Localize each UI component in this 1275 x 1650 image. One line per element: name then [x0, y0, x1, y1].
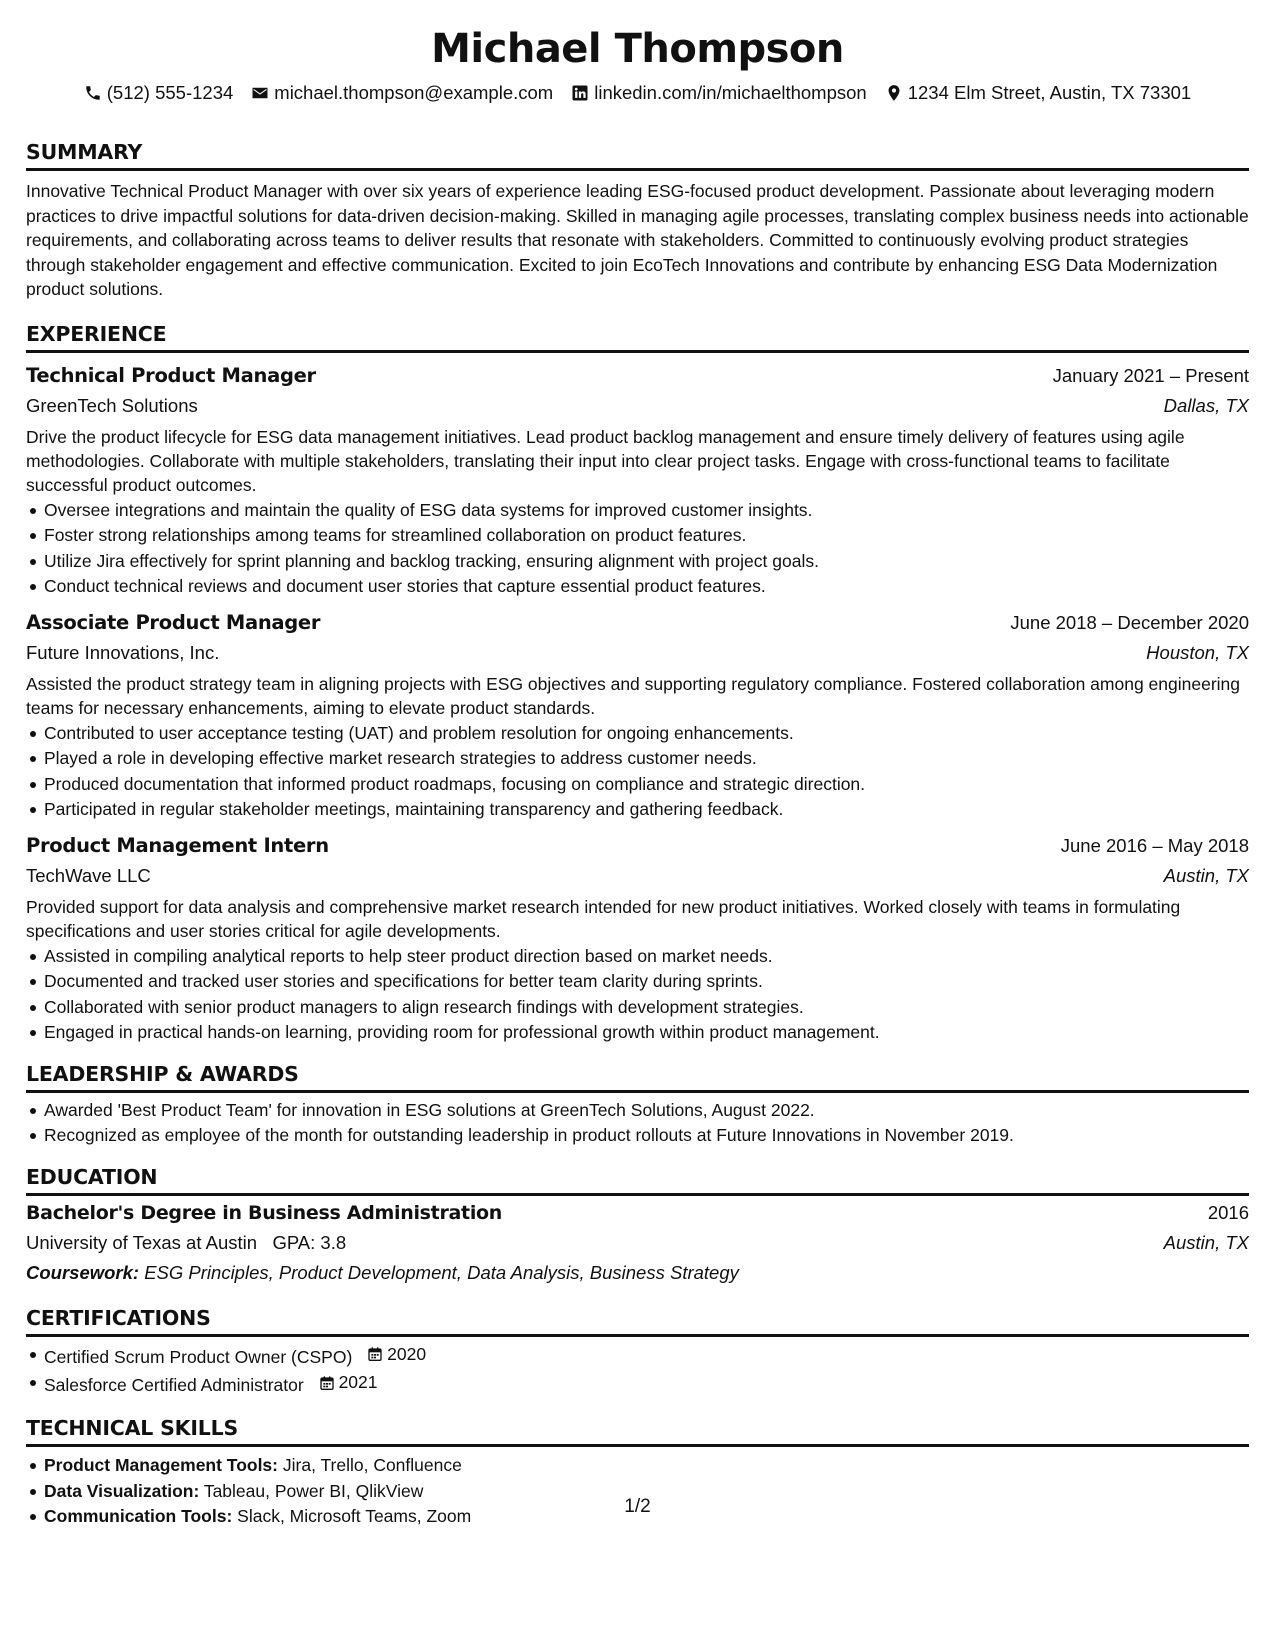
- list-item: Collaborated with senior product managers to align research findings with development strategies.: [26, 995, 1249, 1021]
- section-title: EXPERIENCE: [26, 320, 1249, 353]
- leadership-section: [26, 1060, 1249, 1149]
- job-description: Provided support for data analysis and comprehensive market research intended for new product initiatives. Worked closely with teams in formulating specifications and user stories critical for agile developments.: [26, 896, 1181, 941]
- job-entry: [26, 361, 1249, 600]
- section-title: SUMMARY: [26, 138, 1249, 171]
- experience-section: [26, 320, 1249, 1046]
- phone-text[interactable]: (512) 555-1234: [106, 82, 234, 103]
- job-dates: January 2021 – Present: [1052, 364, 1249, 386]
- section-title: EDUCATION: [26, 1163, 1249, 1196]
- cert-name: Salesforce Certified Administrator: [44, 1374, 304, 1395]
- company-name: TechWave LLC: [26, 864, 151, 886]
- resume-page: [26, 0, 1249, 1650]
- education-section: [26, 1163, 1249, 1288]
- contact-linkedin: [571, 80, 867, 106]
- list-item: Oversee integrations and maintain the quality of ESG data systems for improved customer insights.: [26, 498, 1249, 524]
- certifications-list: [26, 1342, 1249, 1399]
- list-item: Contributed to user acceptance testing (UAT) and problem resolution for ongoing enhancements.: [26, 721, 1249, 747]
- section-title: CERTIFICATIONS: [26, 1304, 1249, 1337]
- job-bullets: [26, 721, 1249, 823]
- job-bullets: [26, 944, 1249, 1046]
- job-bullets: [26, 498, 1249, 600]
- job-dates: June 2018 – December 2020: [1010, 611, 1249, 633]
- coursework: [26, 1258, 1249, 1288]
- school-location: Austin, TX: [1163, 1231, 1249, 1253]
- job-location: Dallas, TX: [1163, 394, 1249, 416]
- list-item: Documented and tracked user stories and specifications for better team clarity during sprints.: [26, 969, 1249, 995]
- list-item: [26, 1453, 1249, 1479]
- coursework-list: ESG Principles, Product Development, Data Analysis, Business Strategy: [144, 1261, 739, 1283]
- email-icon: [251, 84, 269, 102]
- list-item: Engaged in practical hands-on learning, providing room for professional growth within product management.: [26, 1020, 1249, 1046]
- job-title: Product Management Intern: [26, 833, 329, 857]
- list-item: Participated in regular stakeholder meetings, maintaining transparency and gathering feedback.: [26, 797, 1249, 823]
- certifications-section: [26, 1304, 1249, 1399]
- candidate-name: Michael Thompson: [431, 26, 844, 72]
- list-item: Played a role in developing effective market research strategies to address customer needs.: [26, 746, 1249, 772]
- job-entry: [26, 831, 1249, 1046]
- skill-value: Jira, Trello, Confluence: [282, 1455, 462, 1475]
- cert-year: [319, 1370, 378, 1396]
- company-name: GreenTech Solutions: [26, 394, 198, 416]
- job-entry: [26, 608, 1249, 823]
- phone-icon: [84, 84, 102, 102]
- job-description: Drive the product lifecycle for ESG data management initiatives. Lead product backlog management and ensure timely delivery of features using agile methodologies. Collaborate with multiple stakeholders, translating their input into clear project tasks. Engage with cross-functional teams to facilitate successful product outcomes.: [26, 426, 1185, 495]
- location-icon: [885, 84, 903, 102]
- job-description: Assisted the product strategy team in aligning projects with ESG objectives and supporting regulatory compliance. Fostered collaboration among engineering teams for necessary enhancements, aiming to elevate product standards.: [26, 673, 1241, 718]
- list-item: Assisted in compiling analytical reports to help steer product direction based on market needs.: [26, 944, 1249, 970]
- calendar-icon: [319, 1375, 335, 1391]
- graduation-year: 2016: [1207, 1201, 1249, 1223]
- address-text: 1234 Elm Street, Austin, TX 73301: [907, 82, 1192, 103]
- contact-address: [885, 80, 1192, 106]
- skill-value: Tableau, Power BI, QlikView: [203, 1480, 424, 1501]
- skill-label: Communication Tools:: [44, 1506, 233, 1526]
- calendar-icon: [367, 1346, 383, 1362]
- summary-text: Innovative Technical Product Manager with over six years of experience leading ESG-focused product development. Passionate about leveraging modern practices to drive impactful solutions for data-driven decision-making. Skilled in managing agile processes, translating complex business needs into actionable requirements, and collaborating across teams to deliver results that resonate with stakeholders. Committed to continuously evolving product strategies through stakeholder engagement and effective communication. Excited to join EcoTech Innovations and contribute by enhancing ESG Data Modernization product solutions.: [26, 181, 1249, 299]
- section-title: TECHNICAL SKILLS: [26, 1414, 1249, 1447]
- coursework-label: Coursework:: [26, 1261, 140, 1283]
- job-location: Austin, TX: [1163, 864, 1249, 886]
- email-link[interactable]: michael.thompson@example.com: [274, 82, 554, 103]
- list-item: Conduct technical reviews and document user stories that capture essential product features.: [26, 574, 1249, 600]
- degree-name: Bachelor's Degree in Business Administration: [26, 1201, 503, 1224]
- contact-email: [251, 80, 553, 106]
- job-location: Houston, TX: [1146, 641, 1249, 663]
- list-item: Foster strong relationships among teams for streamlined collaboration on product features.: [26, 523, 1249, 549]
- skill-value: Slack, Microsoft Teams, Zoom: [237, 1506, 472, 1526]
- company-name: Future Innovations, Inc.: [26, 641, 220, 663]
- list-item: [26, 1370, 1249, 1398]
- job-title: Technical Product Manager: [26, 363, 316, 387]
- job-title: Associate Product Manager: [26, 610, 321, 634]
- cert-year: [367, 1342, 426, 1368]
- cert-year-text: 2021: [338, 1371, 378, 1392]
- school-line: [26, 1228, 346, 1258]
- list-item: Produced documentation that informed product roadmaps, focusing on compliance and strategic direction.: [26, 772, 1249, 798]
- gpa: GPA: 3.8: [272, 1231, 347, 1253]
- awards-list: [26, 1098, 1249, 1149]
- cert-year-text: 2020: [387, 1343, 427, 1364]
- skill-label: Product Management Tools:: [44, 1455, 278, 1475]
- linkedin-icon: [571, 84, 589, 102]
- contact-bar: [26, 80, 1249, 106]
- cert-name: Certified Scrum Product Owner (CSPO): [44, 1346, 353, 1367]
- linkedin-link[interactable]: linkedin.com/in/michaelthompson: [594, 82, 867, 103]
- section-title: LEADERSHIP & AWARDS: [26, 1060, 1249, 1093]
- list-item: [26, 1342, 1249, 1370]
- contact-phone: [84, 80, 234, 106]
- list-item: Recognized as employee of the month for outstanding leadership in product rollouts at Future Innovations in November 2019.: [26, 1123, 1249, 1149]
- page-number: 1/2: [624, 1496, 651, 1517]
- job-dates: June 2016 – May 2018: [1060, 834, 1249, 856]
- summary-section: [26, 138, 1249, 302]
- skill-label: Data Visualization:: [44, 1480, 200, 1501]
- list-item: Awarded 'Best Product Team' for innovation in ESG solutions at GreenTech Solutions, August 2022.: [26, 1098, 1249, 1124]
- school-name: University of Texas at Austin: [26, 1231, 258, 1253]
- list-item: Utilize Jira effectively for sprint planning and backlog tracking, ensuring alignment with project goals.: [26, 549, 1249, 575]
